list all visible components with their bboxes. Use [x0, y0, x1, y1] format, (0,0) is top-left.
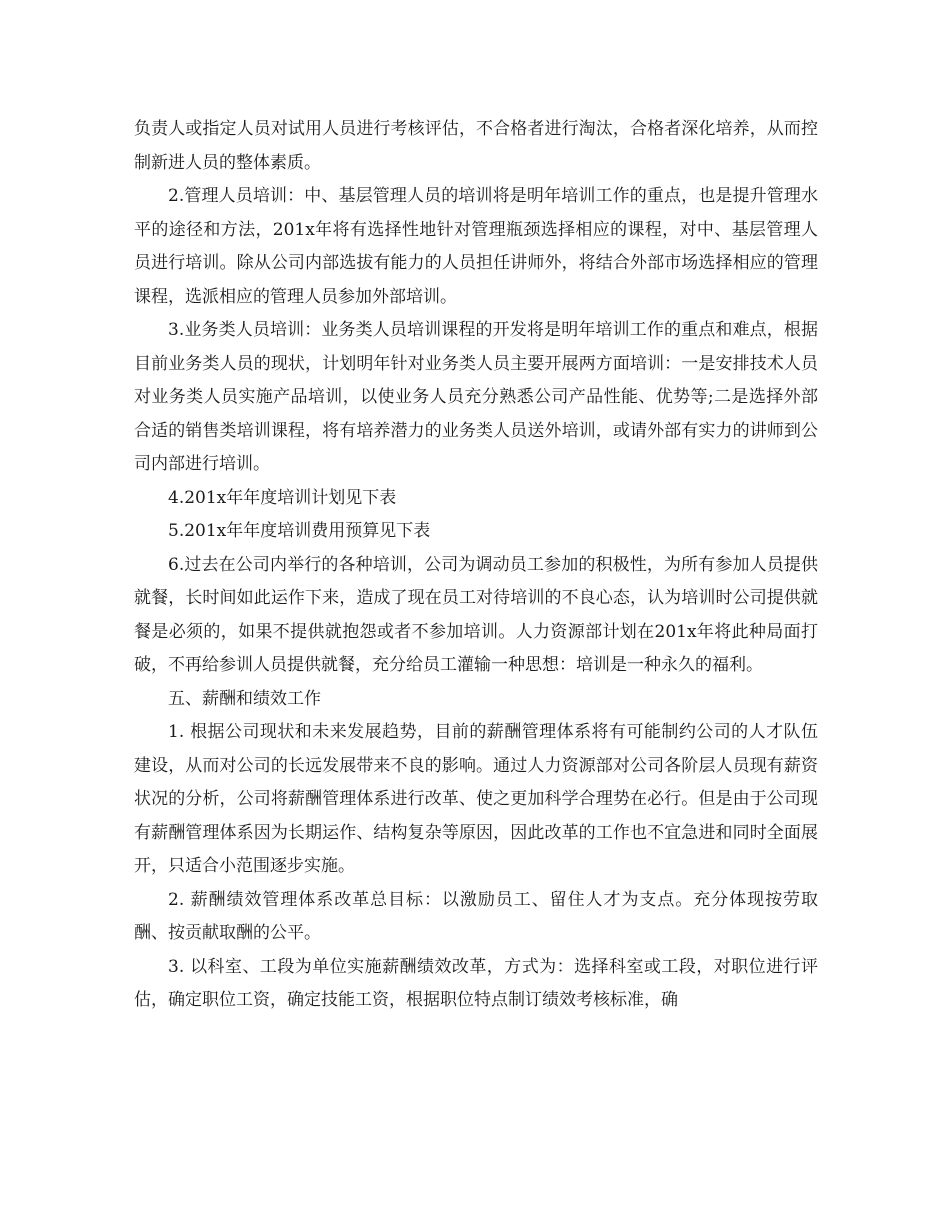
section-heading-compensation: 五、薪酬和绩效工作 — [168, 688, 321, 709]
paragraph-training-budget: 5.201x年年度培训费用预算见下表 — [168, 521, 431, 541]
paragraph-reform-method: 3. 以科室、工段为单位实施薪酬绩效改革，方式为：选择科室或工段，对职位进行评估，确定职位工资，确定技能工资，根据职位特点制订绩效考核标准，确 — [134, 956, 818, 1010]
paragraph-meal-policy: 6.过去在公司内举行的各种培训，公司为调动员工参加的积极性，为所有参加人员提供就餐，长时间如此运作下来，造成了现在员工对待培训的不良心态，认为培训时公司提供就餐是必须的，如果不提供就抱怨或者不参加培训。人力资源部计划在201x年将此种局面打破，不再给参训人员提供就餐，充分给员工灌输一种思想：培训是一种永久的福利。 — [134, 554, 818, 675]
paragraph-reform-goal: 2. 薪酬绩效管理体系改革总目标：以激励员工、留住人才为支点。充分体现按劳取酬、按贡献取酬的公平。 — [134, 889, 818, 943]
paragraph-business-training: 3.业务类人员培训：业务类人员培训课程的开发将是明年培训工作的重点和难点，根据目前业务类人员的现状，计划明年针对业务类人员主要开展两方面培训：一是安排技术人员对业务类人员实施产品培训，以使业务人员充分熟悉公司产品性能、优势等;二是选择外部合适的销售类培训课程，将有培养潜力的业务类人员送外培训，或请外部有实力的讲师到公司内部进行培训。 — [134, 320, 818, 474]
paragraph-compensation-reform: 1. 根据公司现状和未来发展趋势，目前的薪酬管理体系将有可能制约公司的人才队伍建设，从而对公司的长远发展带来不良的影响。通过人力资源部对公司各阶层人员现有薪资状况的分析，公司将薪酬管理体系进行改革、使之更加科学合理势在必行。但是由于公司现有薪酬管理体系因为长期运作、结构复杂等原因，因此改革的工作也不宜急进和同时全面展开，只适合小范围逐步实施。 — [134, 722, 818, 876]
paragraph-training-plan: 4.201x年年度培训计划见下表 — [168, 487, 397, 508]
document-body — [134, 113, 818, 1018]
paragraph-management-training: 2.管理人员培训：中、基层管理人员的培训将是明年培训工作的重点，也是提升管理水平的途径和方法，201x年将有选择性地针对管理瓶颈选择相应的课程，对中、基层管理人员进行培训。除从公司内部选拔有能力的人员担任讲师外，将结合外部市场选择相应的管理课程，选派相应的管理人员参加外部培训。 — [134, 186, 818, 307]
paragraph-continuation: 负责人或指定人员对试用人员进行考核评估，不合格者进行淘汰，合格者深化培养，从而控制新进人员的整体素质。 — [134, 119, 818, 173]
